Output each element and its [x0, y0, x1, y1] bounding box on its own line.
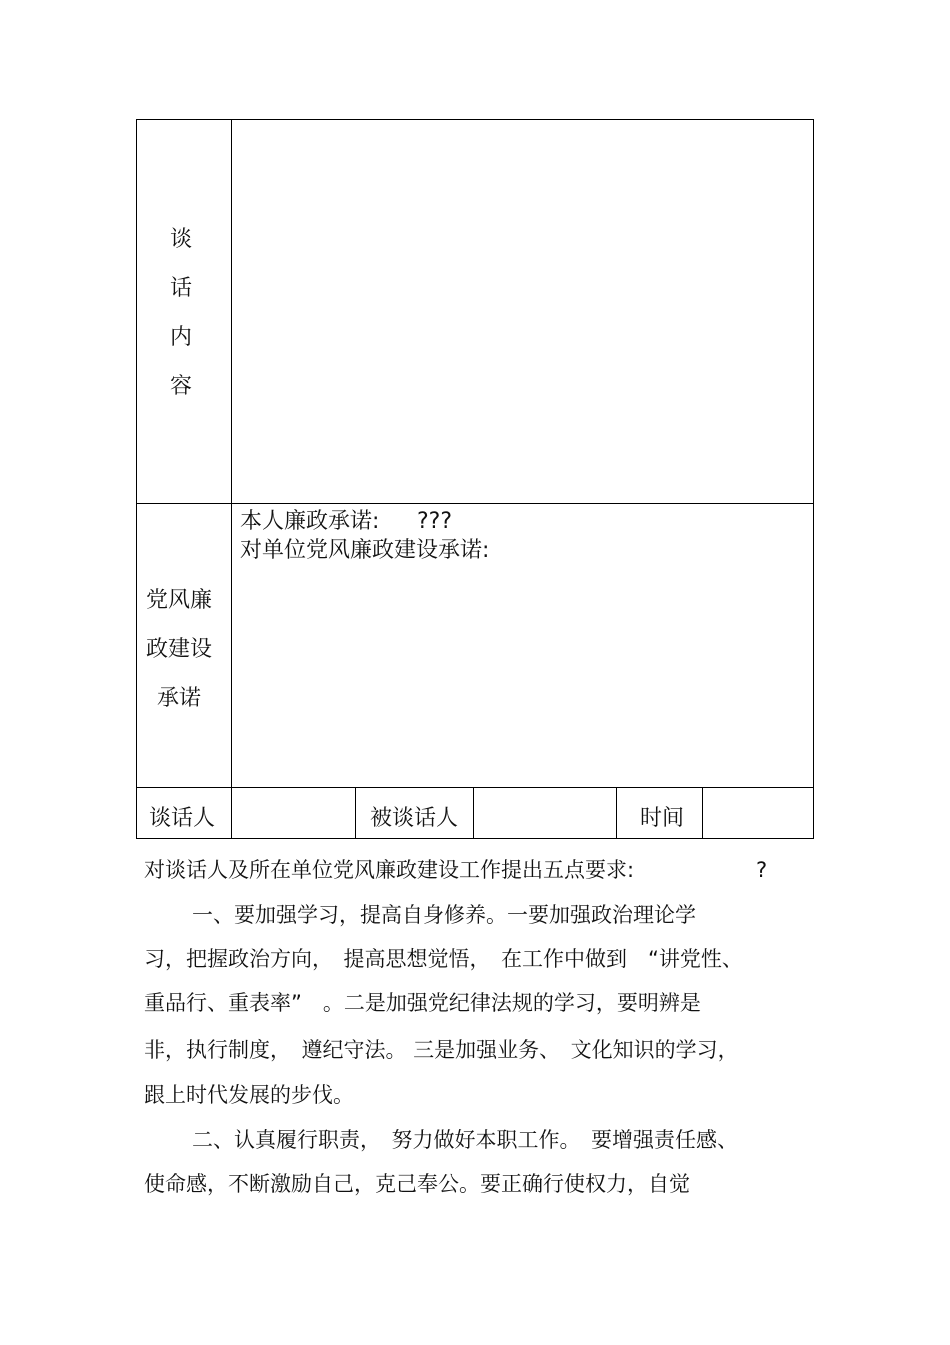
talker-label: 谈话人	[149, 806, 216, 831]
table-divider	[355, 787, 356, 839]
commitment-label	[131, 576, 227, 723]
content-label-char: 内	[169, 325, 192, 350]
paragraph-line: 重品行、重表率” 。二是加强党纪律法规的学习，要明辨是	[144, 991, 701, 1015]
personal-commitment-value: ???	[417, 509, 453, 534]
paragraph-line: 跟上时代发展的步伐。	[144, 1083, 354, 1107]
commitment-label-line: 承诺	[156, 686, 201, 711]
personal-commitment-label: 本人廉政承诺:	[240, 509, 380, 534]
talkee-label: 被谈话人	[370, 806, 459, 831]
content-label-char: 谈	[169, 227, 192, 252]
paragraph-line: 非，执行制度， 遵纪守法。 三是加强业务、 文化知识的学习，	[144, 1038, 739, 1062]
requirements-heading: 对谈话人及所在单位党风廉政建设工作提出五点要求:	[144, 858, 635, 882]
commitment-label-line: 政建设	[145, 637, 212, 662]
unit-commitment-label: 对单位党风廉政建设承诺:	[240, 538, 490, 563]
table-divider	[136, 503, 814, 504]
talkee-field[interactable]	[474, 788, 615, 838]
talker-field[interactable]	[232, 788, 354, 838]
paragraph-line: 一、要加强学习，提高自身修养。一要加强政治理论学	[192, 903, 696, 927]
requirements-heading-mark: ?	[756, 858, 768, 882]
content-cell[interactable]	[232, 120, 812, 502]
content-label-char: 话	[169, 276, 192, 301]
table-divider	[616, 787, 617, 839]
paragraph-line: 使命感，不断激励自己，克己奉公。要正确行使权力，自觉	[144, 1172, 690, 1196]
content-label	[134, 215, 228, 411]
paragraph-line: 二、认真履行职责， 努力做好本职工作。 要增强责任感、	[192, 1128, 738, 1152]
commitment-label-line: 党风廉	[145, 588, 212, 613]
content-label-char: 容	[169, 374, 192, 399]
time-field[interactable]	[703, 788, 813, 838]
time-label: 时间	[640, 806, 685, 831]
paragraph-line: 习，把握政治方向， 提高思想觉悟， 在工作中做到 “讲党性、	[144, 947, 743, 971]
